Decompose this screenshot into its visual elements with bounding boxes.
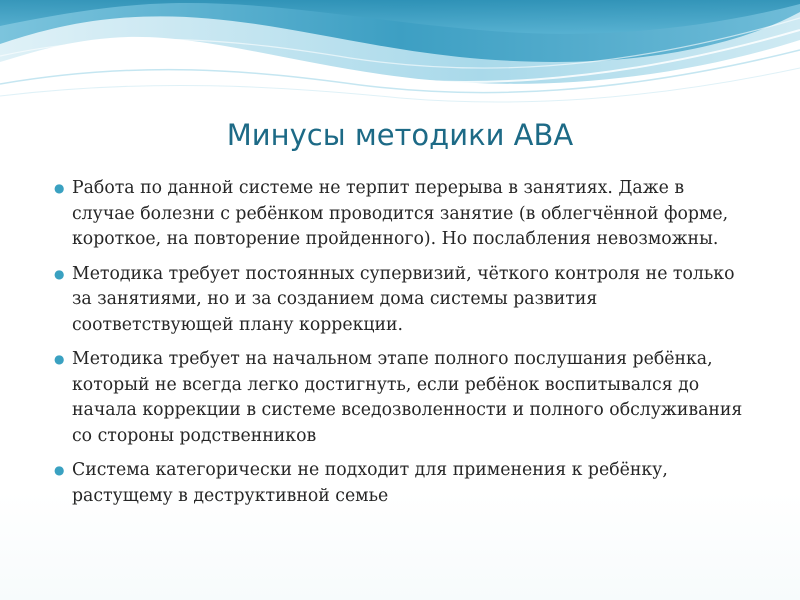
bullet-dot-icon: ● [54, 463, 65, 477]
bullet-item [50, 176, 750, 253]
bullet-dot-icon: ● [54, 266, 65, 281]
header-wave-decoration [0, 0, 800, 110]
bullet-text: Методика требует на начальном этапе полного послушания ребёнка, который не всегда легко достигнуть, если ребёнок воспитывался до начала коррекции в системе вседозволенности и полного обслуживания со стороны родственников [72, 349, 743, 446]
bullet-item [50, 458, 750, 509]
bullet-text: Методика требует постоянных супервизий, чёткого контроля не только за занятиями, но и за созданием дома системы развития соответствующей плану коррекции. [72, 263, 735, 335]
bullet-list [50, 176, 750, 518]
bullet-text: Система категорически не подходит для применения к ребёнку, растущему в деструктивной семье [72, 460, 668, 506]
bullet-item [50, 262, 750, 339]
slide-title: Минусы методики АВА [226, 118, 574, 152]
bullet-text: Работа по данной системе не терпит перерыва в занятиях. Даже в случае болезни с ребёнком проводится занятие (в облегчённой форме, короткое, на повторение пройденного). Но послабления невозможны. [72, 178, 729, 249]
bullet-item [50, 347, 750, 449]
bullet-dot-icon: ● [54, 352, 65, 366]
bullet-dot-icon: ● [54, 181, 65, 195]
